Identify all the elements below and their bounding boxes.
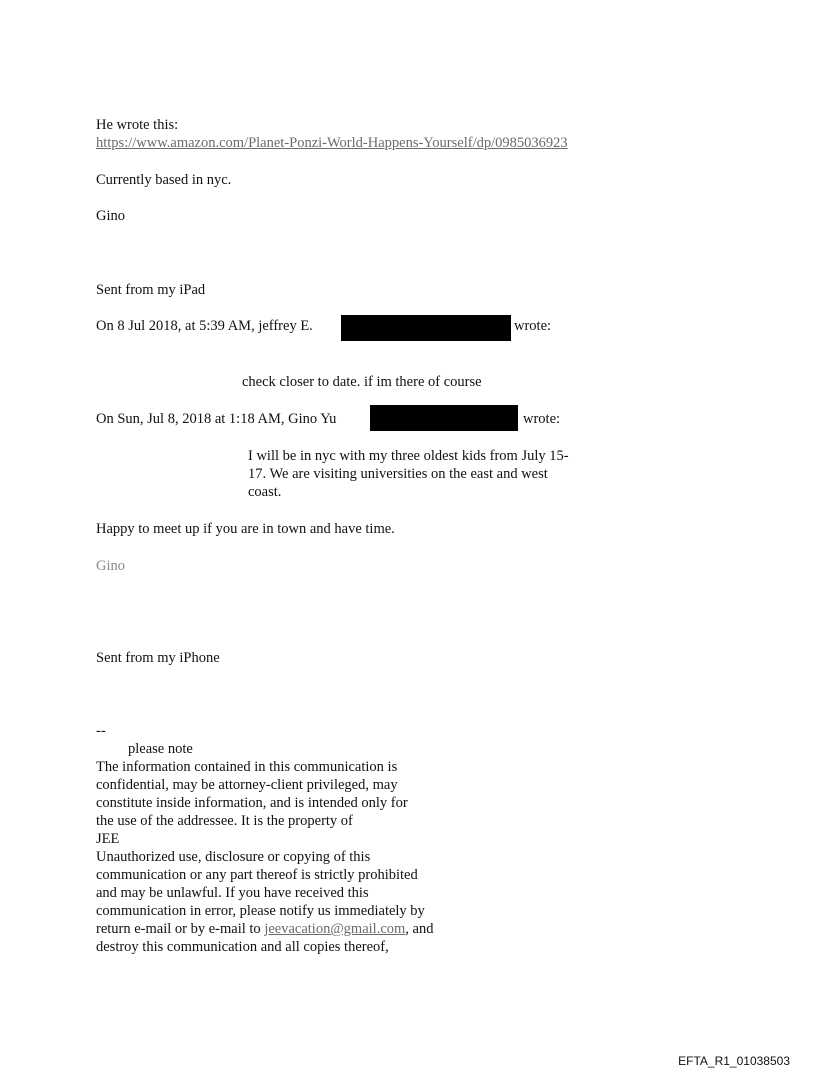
return-suffix: , and — [405, 921, 434, 937]
happy-to-meet-text: Happy to meet up if you are in town and have time. — [96, 521, 395, 537]
disclaimer-line: confidential, may be attorney-client privileged, may — [96, 777, 398, 793]
disclaimer-line: communication in error, please notify us immediately by — [96, 903, 425, 919]
disclaimer-note: please note — [128, 741, 193, 757]
sent-from-ipad: Sent from my iPad — [96, 282, 206, 298]
quote1-body: check closer to date. if im there of course — [242, 374, 482, 390]
email-link[interactable]: jeevacation@gmail.com — [264, 921, 406, 937]
disclaimer-line: JEE — [96, 831, 120, 847]
disclaimer-line: the use of the addressee. It is the property of — [96, 813, 353, 829]
signature-gino: Gino — [96, 208, 125, 224]
sent-from-iphone: Sent from my iPhone — [96, 650, 220, 666]
location-text: Currently based in nyc. — [96, 172, 232, 188]
document-id: EFTA_R1_01038503 — [678, 1054, 790, 1068]
quote2-line: 17. We are visiting universities on the east and west — [248, 466, 548, 482]
quote2-header-suffix: wrote: — [523, 411, 561, 427]
quote2-body — [248, 447, 569, 501]
disclaimer-line: Unauthorized use, disclosure or copying of this — [96, 849, 371, 865]
disclaimer-line: communication or any part thereof is strictly prohibited — [96, 867, 418, 883]
redaction-box — [341, 315, 511, 341]
return-prefix: return e-mail or by e-mail to — [96, 921, 265, 937]
quote1-header-prefix: On 8 Jul 2018, at 5:39 AM, jeffrey E. — [96, 318, 313, 334]
amazon-link[interactable]: https://www.amazon.com/Planet-Ponzi-World-Happens-Yourself/dp/0985036923 — [96, 135, 568, 151]
disclaimer — [96, 722, 433, 956]
intro-text: He wrote this: — [96, 117, 179, 133]
disclaimer-line: and may be unlawful. If you have received this — [96, 885, 369, 901]
signature-separator: -- — [96, 723, 106, 739]
disclaimer-line: constitute inside information, and is intended only for — [96, 795, 408, 811]
disclaimer-line: The information contained in this communication is — [96, 759, 398, 775]
disclaimer-line: destroy this communication and all copies thereof, — [96, 939, 389, 955]
quote2-line: coast. — [248, 484, 282, 500]
quote1-header-suffix: wrote: — [514, 318, 552, 334]
quote2-line: I will be in nyc with my three oldest kids from July 15- — [248, 448, 569, 464]
redaction-box — [370, 405, 518, 431]
disclaimer-return-line — [96, 920, 433, 938]
quote1-header — [96, 317, 313, 335]
quote2-header-prefix: On Sun, Jul 8, 2018 at 1:18 AM, Gino Yu — [96, 411, 337, 427]
signature-gino-grey: Gino — [96, 558, 125, 574]
